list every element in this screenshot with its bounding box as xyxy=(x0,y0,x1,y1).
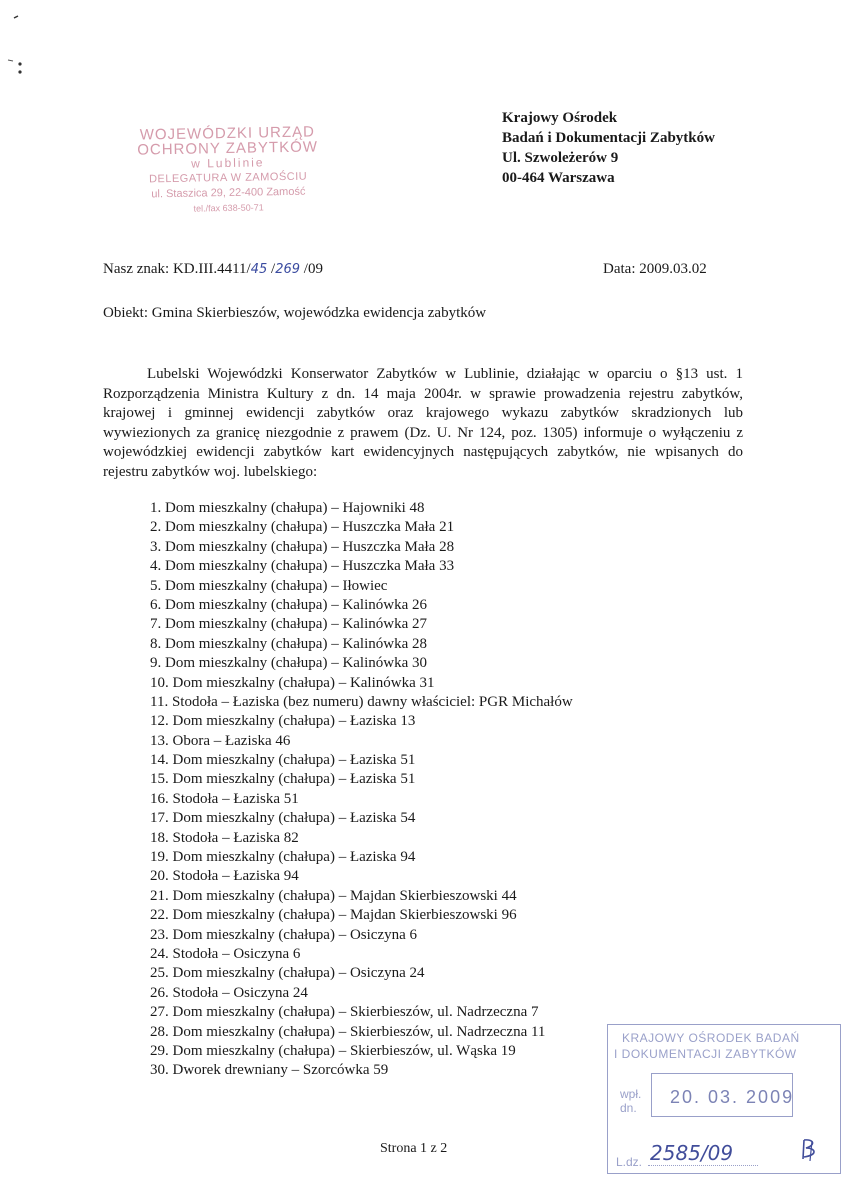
list-item: 11. Stodoła – Łaziska (bez numeru) dawny właściciel: PGR Michałów xyxy=(150,693,573,710)
office-stamp xyxy=(107,124,349,218)
stamp-label: wpł. xyxy=(620,1087,642,1101)
list-item: 1. Dom mieszkalny (chałupa) – Hajowniki 48 xyxy=(150,500,425,516)
list-item: 2. Dom mieszkalny (chałupa) – Huszczka Mała 21 xyxy=(150,519,455,536)
list-item: 18. Stodoła – Łaziska 82 xyxy=(150,829,299,846)
recipient-address xyxy=(502,108,715,188)
body-paragraph xyxy=(103,365,743,482)
stamp-line: WOJEWÓDZKI URZĄD xyxy=(139,123,316,144)
list-item: 27. Dom mieszkalny (chałupa) – Skierbieszów, ul. Nadrzeczna 7 xyxy=(150,1004,539,1021)
stamp-line: ul. Staszica 29, 22-400 Zamość xyxy=(151,185,306,201)
received-stamp xyxy=(607,1024,841,1174)
document-date: Data: 2009.03.02 xyxy=(603,261,707,277)
list-item: 20. Stodoła – Łaziska 94 xyxy=(150,868,299,885)
reference-number xyxy=(103,261,323,278)
stamp-date: 20. 03. 2009 xyxy=(670,1087,795,1107)
reference-separator: / xyxy=(267,261,276,277)
list-item: 3. Dom mieszkalny (chałupa) – Huszczka Mała 28 xyxy=(150,538,455,555)
stamp-underline xyxy=(648,1165,758,1166)
list-item: 13. Obora – Łaziska 46 xyxy=(150,732,291,749)
registry-number: 2585/09 xyxy=(650,1141,734,1165)
handwritten-number: 45 xyxy=(250,262,268,277)
list-item: 25. Dom mieszkalny (chałupa) – Osiczyna 24 xyxy=(150,965,425,982)
reference-suffix: /09 xyxy=(300,261,323,277)
list-item: 30. Dworek drewniany – Szorcówka 59 xyxy=(150,1062,389,1079)
recipient-line: Ul. Szwoleżerów 9 xyxy=(502,150,619,166)
recipient-line: Krajowy Ośrodek xyxy=(502,110,618,126)
list-item: 10. Dom mieszkalny (chałupa) – Kalinówka 31 xyxy=(150,674,435,691)
list-item: 6. Dom mieszkalny (chałupa) – Kalinówka 26 xyxy=(150,596,428,613)
list-item: 29. Dom mieszkalny (chałupa) – Skierbieszów, ul. Wąska 19 xyxy=(150,1042,516,1059)
list-item: 23. Dom mieszkalny (chałupa) – Osiczyna 6 xyxy=(150,926,418,943)
list-item: 26. Stodoła – Osiczyna 24 xyxy=(150,984,308,1001)
handwritten-number: 269 xyxy=(275,262,301,277)
stamp-line: w Lublinie xyxy=(191,155,265,171)
signature-initials xyxy=(798,1137,824,1163)
stamp-line: tel./fax 638-50-71 xyxy=(193,202,264,214)
page-number: Strona 1 z 2 xyxy=(380,1141,448,1156)
list-item: 22. Dom mieszkalny (chałupa) – Majdan Skierbieszowski 96 xyxy=(150,907,517,924)
list-item: 19. Dom mieszkalny (chałupa) – Łaziska 94 xyxy=(150,849,416,866)
list-item: 12. Dom mieszkalny (chałupa) – Łaziska 13 xyxy=(150,713,416,730)
stamp-line: KRAJOWY OŚRODEK BADAŃ xyxy=(622,1031,800,1045)
recipient-line: Badań i Dokumentacji Zabytków xyxy=(502,130,715,146)
stamp-line: I DOKUMENTACJI ZABYTKÓW xyxy=(614,1047,797,1061)
list-item: 14. Dom mieszkalny (chałupa) – Łaziska 51 xyxy=(150,752,416,769)
subject-line: Obiekt: Gmina Skierbieszów, wojewódzka ewidencja zabytków xyxy=(103,305,487,321)
stamp-label: dn. xyxy=(620,1101,637,1115)
list-item: 8. Dom mieszkalny (chałupa) – Kalinówka 28 xyxy=(150,635,428,652)
list-item: 5. Dom mieszkalny (chałupa) – Iłowiec xyxy=(150,577,388,594)
list-item: 28. Dom mieszkalny (chałupa) – Skierbieszów, ul. Nadrzeczna 11 xyxy=(150,1023,546,1040)
list-item: 17. Dom mieszkalny (chałupa) – Łaziska 54 xyxy=(150,810,416,827)
stamp-label: L.dz. xyxy=(616,1155,643,1169)
list-item: 16. Stodoła – Łaziska 51 xyxy=(150,790,299,807)
stamp-line: DELEGATURA W ZAMOŚCIU xyxy=(148,170,308,186)
margin-marks xyxy=(4,14,28,74)
list-item: 15. Dom mieszkalny (chałupa) – Łaziska 51 xyxy=(150,771,416,788)
body-text: Lubelski Wojewódzki Konserwator Zabytków w Lublinie, działając w oparciu o §13 ust. 1 Rozporządzenia Ministra Kultury z dn. 14 maja 2004r. w sprawie prowadzenia rejestru zabytków, krajowej i gminnej ewidencji zabytków oraz krajowego wykazu zabytków skradzionych lub wywiezionych za granicę niezgodnie z prawem (Dz. U. Nr 124, poz. 1305) informuje o wyłączeniu z wojewódzkiej ewidencji zabytków kart ewidencyjnych następujących zabytków, nie wpisanych do rejestru zabytków woj. lubelskiego: xyxy=(103,366,743,480)
list-item: 4. Dom mieszkalny (chałupa) – Huszczka Mała 33 xyxy=(150,558,455,575)
reference-prefix: Nasz znak: KD.III.4411/ xyxy=(103,261,251,277)
list-item: 24. Stodoła – Osiczyna 6 xyxy=(150,945,301,962)
stamp-line: OCHRONY ZABYTKÓW xyxy=(137,138,319,159)
list-item: 21. Dom mieszkalny (chałupa) – Majdan Skierbieszowski 44 xyxy=(150,887,517,904)
list-item: 7. Dom mieszkalny (chałupa) – Kalinówka 27 xyxy=(150,616,428,633)
recipient-line: 00-464 Warszawa xyxy=(502,170,615,186)
monument-list xyxy=(150,499,573,1081)
stamp-received-label xyxy=(620,1087,641,1115)
list-item: 9. Dom mieszkalny (chałupa) – Kalinówka 30 xyxy=(150,655,428,672)
